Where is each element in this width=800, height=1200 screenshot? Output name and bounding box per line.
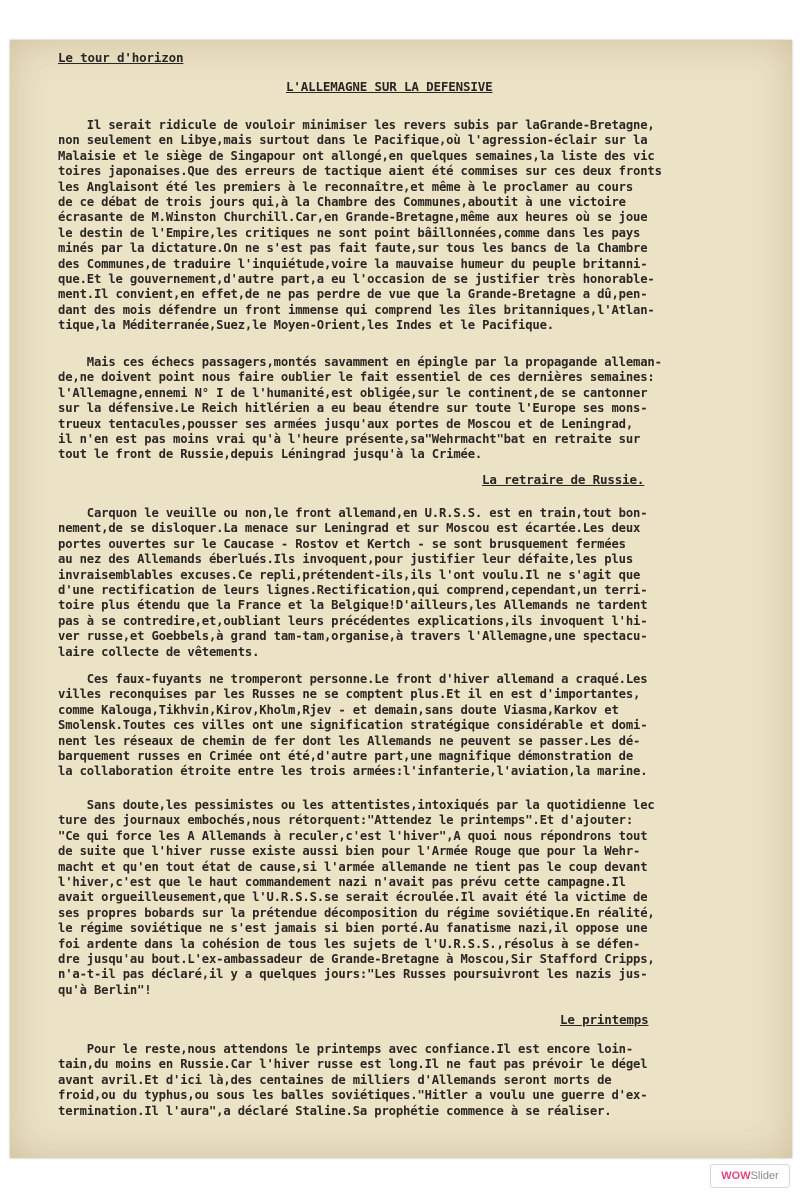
text-line: froid,ou du typhus,ou sous les balles soviétiques."Hitler a voulu une guerre d'ex-: [58, 1088, 648, 1103]
text-line: Sans doute,les pessimistes ou les attentistes,intoxiqués par la quotidienne lec: [58, 798, 655, 812]
text-line: écrasante de M.Winston Churchill.Car,en Grande-Bretagne,même aux heures où se joue: [58, 210, 648, 225]
document-page: [10, 40, 792, 1158]
text-line: non seulement en Libye,mais surtout dans le Pacifique,où l'agression-éclair sur la: [58, 133, 648, 148]
text-line: Ces faux-fuyants ne tromperont personne.Le front d'hiver allemand a craqué.Les: [58, 672, 648, 686]
text-line: que.Et le gouvernement,d'autre part,a eu l'occasion de se justifier très honorable-: [58, 271, 655, 286]
text-line: il n'en est pas moins vrai qu'à l'heure présente,sa"Wehrmacht"bat en retraite sur: [58, 431, 641, 446]
text-line: ses propres bobards sur la prétendue décomposition du régime soviétique.En réalité,: [58, 905, 655, 920]
text-line: des Communes,de traduire l'inquiétude,voire la mauvaise humeur du peuple britanni-: [58, 256, 648, 271]
text-line: macht et qu'en tout état de cause,si l'armée allemande ne tient pas le coup devant: [58, 859, 648, 874]
text-line: foi ardente dans la cohésion de tous les sujets de l'U.R.S.S.,résolus à se défen-: [58, 936, 641, 951]
text-line: minés par la dictature.On ne s'est pas fait faute,sur tous les bancs de la Chambre: [58, 241, 648, 256]
badge-prefix: WOW: [721, 1170, 751, 1182]
document-title: L'ALLEMAGNE SUR LA DEFENSIVE: [286, 79, 493, 94]
text-line: de,ne doivent point nous faire oublier le fait essentiel de ces dernières semaines:: [58, 370, 655, 385]
text-line: de suite que l'hiver russe existe aussi bien pour l'Armée Rouge que pour la Wehr-: [58, 844, 641, 859]
text-line: le destin de l'Empire,les critiques ne sont point bâillonnées,comme dans les pays: [58, 225, 641, 240]
text-line: l'hiver,c'est que le haut commandement nazi n'avait pas prévu cette campagne.Il: [58, 874, 626, 889]
text-line: comme Kalouga,Tikhvin,Kirov,Kholm,Rjev - et demain,sans doute Viasma,Karkov et: [58, 702, 619, 717]
text-line: Smolensk.Toutes ces villes ont une signification stratégique considérable et domi-: [58, 718, 648, 733]
text-line: de ce débat de trois jours qui,à la Chambre des Communes,aboutit à une victoire: [58, 194, 626, 209]
text-line: dre jusqu'au bout.L'ex-ambassadeur de Grande-Bretagne à Moscou,Sir Stafford Cripps,: [58, 951, 655, 966]
text-line: n'a-t-il pas déclaré,il y a quelques jours:"Les Russes poursuivront les nazis jus-: [58, 967, 648, 982]
text-line: toire plus étendu que la France et la Belgique!D'ailleurs,les Allemands ne tardent: [58, 598, 648, 613]
paragraph-1: [58, 118, 662, 333]
text-line: termination.Il l'aura",a déclaré Staline.Sa prophétie commence à se réaliser.: [58, 1103, 612, 1118]
text-line: ment.Il convient,en effet,de ne pas perdre de vue que la Grande-Bretagne a dû,pen-: [58, 287, 648, 302]
text-line: nement,de se disloquer.La menace sur Leningrad et sur Moscou est écartée.Les deux: [58, 521, 641, 536]
text-line: ture des journaux embochés,nous rétorquent:"Attendez le printemps".Et d'ajouter:: [58, 813, 633, 828]
paragraph-5: [58, 798, 655, 998]
text-line: portes ouvertes sur le Caucase - Rostov et Kertch - se sont brusquement fermées: [58, 536, 626, 551]
text-line: trueux tentacules,pousser ses armées jusqu'aux portes de Moscou et de Leningrad,: [58, 416, 633, 431]
text-line: la collaboration étroite entre les trois armées:l'infanterie,l'aviation,la marine.: [58, 764, 648, 779]
text-line: ver russe,et Goebbels,à grand tam-tam,organise,à travers l'Allemagne,une spectacu-: [58, 629, 648, 644]
text-line: nent les réseaux de chemin de fer dont les Allemands ne peuvent se passer.Les dé-: [58, 733, 641, 748]
section-label: Le tour d'horizon: [58, 50, 184, 65]
text-line: villes reconquises par les Russes ne se comptent plus.Et il en est d'importantes,: [58, 687, 641, 702]
text-line: le régime soviétique ne s'est jamais si bien porté.Au fanatisme nazi,il oppose une: [58, 921, 648, 936]
text-line: dant des mois défendre un front immense qui comprend les îles britanniques,l'Atlan-: [58, 302, 655, 317]
text-line: Pour le reste,nous attendons le printemps avec confiance.Il est encore loin-: [58, 1042, 633, 1056]
text-line: avant avril.Et d'ici là,des centaines de milliers d'Allemands seront morts de: [58, 1072, 612, 1087]
text-line: Malaisie et le siège de Singapour ont allongé,en quelques semaines,la liste des vic: [58, 148, 655, 163]
text-line: avait orgueilleusement,que l'U.R.S.S.se serait écroulée.Il avait été la victime de: [58, 890, 648, 905]
subhead-spring: Le printemps: [560, 1012, 649, 1027]
paragraph-2: [58, 355, 662, 463]
typed-text-layer: [10, 40, 792, 1118]
text-line: Il serait ridicule de vouloir minimiser les revers subis par laGrande-Bretagne,: [58, 118, 655, 132]
text-line: pas à se contredire,et,oubliant leurs précédentes explications,ils invoquent l'hi-: [58, 613, 648, 628]
text-line: toires japonaises.Que des erreurs de tactique aient été commises sur ces deux fronts: [58, 164, 662, 179]
paragraph-4: [58, 672, 647, 780]
text-line: les Anglaisont été les premiers à le reconnaître,et même à le proclamer au cours: [58, 179, 633, 194]
paragraph-3: [58, 506, 647, 660]
text-line: tain,du moins en Russie.Car l'hiver russe est long.Il ne faut pas prévoir le dégel: [58, 1057, 648, 1072]
text-line: sur la défensive.Le Reich hitlérien a eu beau étendre sur toute l'Europe ses mons-: [58, 401, 648, 416]
text-line: l'Allemagne,ennemi N° I de l'humanité,est obligée,sur le continent,de se cantonner: [58, 385, 648, 400]
text-line: Mais ces échecs passagers,montés savamment en épingle par la propagande alleman-: [58, 355, 662, 369]
text-line: tout le front de Russie,depuis Léningrad jusqu'à la Crimée.: [58, 447, 483, 462]
text-line: laire collecte de vêtements.: [58, 644, 260, 659]
subhead-retreat-russia: La retraire de Russie.: [482, 472, 645, 487]
text-line: invraisemblables excuses.Ce repli,prétendent-ils,ils l'ont voulu.Il ne s'agit que: [58, 567, 641, 582]
paragraph-6: [58, 1042, 647, 1119]
wowslider-badge[interactable]: [710, 1164, 790, 1188]
badge-suffix: Slider: [750, 1170, 779, 1182]
text-line: d'une rectification de leurs lignes.Rectification,qui comprend,cependant,un terri-: [58, 582, 648, 597]
text-line: au nez des Allemands éberlués.Ils invoquent,pour justifier leur défaite,les plus: [58, 552, 633, 567]
text-line: Carquon le veuille ou non,le front allemand,en U.R.S.S. est en train,tout bon-: [58, 506, 648, 520]
text-line: "Ce qui force les A Allemands à reculer,c'est l'hiver",A quoi nous répondrons tout: [58, 828, 648, 843]
text-line: barquement russes en Crimée ont été,d'autre part,une magnifique démonstration de: [58, 748, 633, 763]
text-line: qu'à Berlin"!: [58, 982, 152, 997]
text-line: tique,la Méditerranée,Suez,le Moyen-Orient,les Indes et le Pacifique.: [58, 318, 554, 333]
